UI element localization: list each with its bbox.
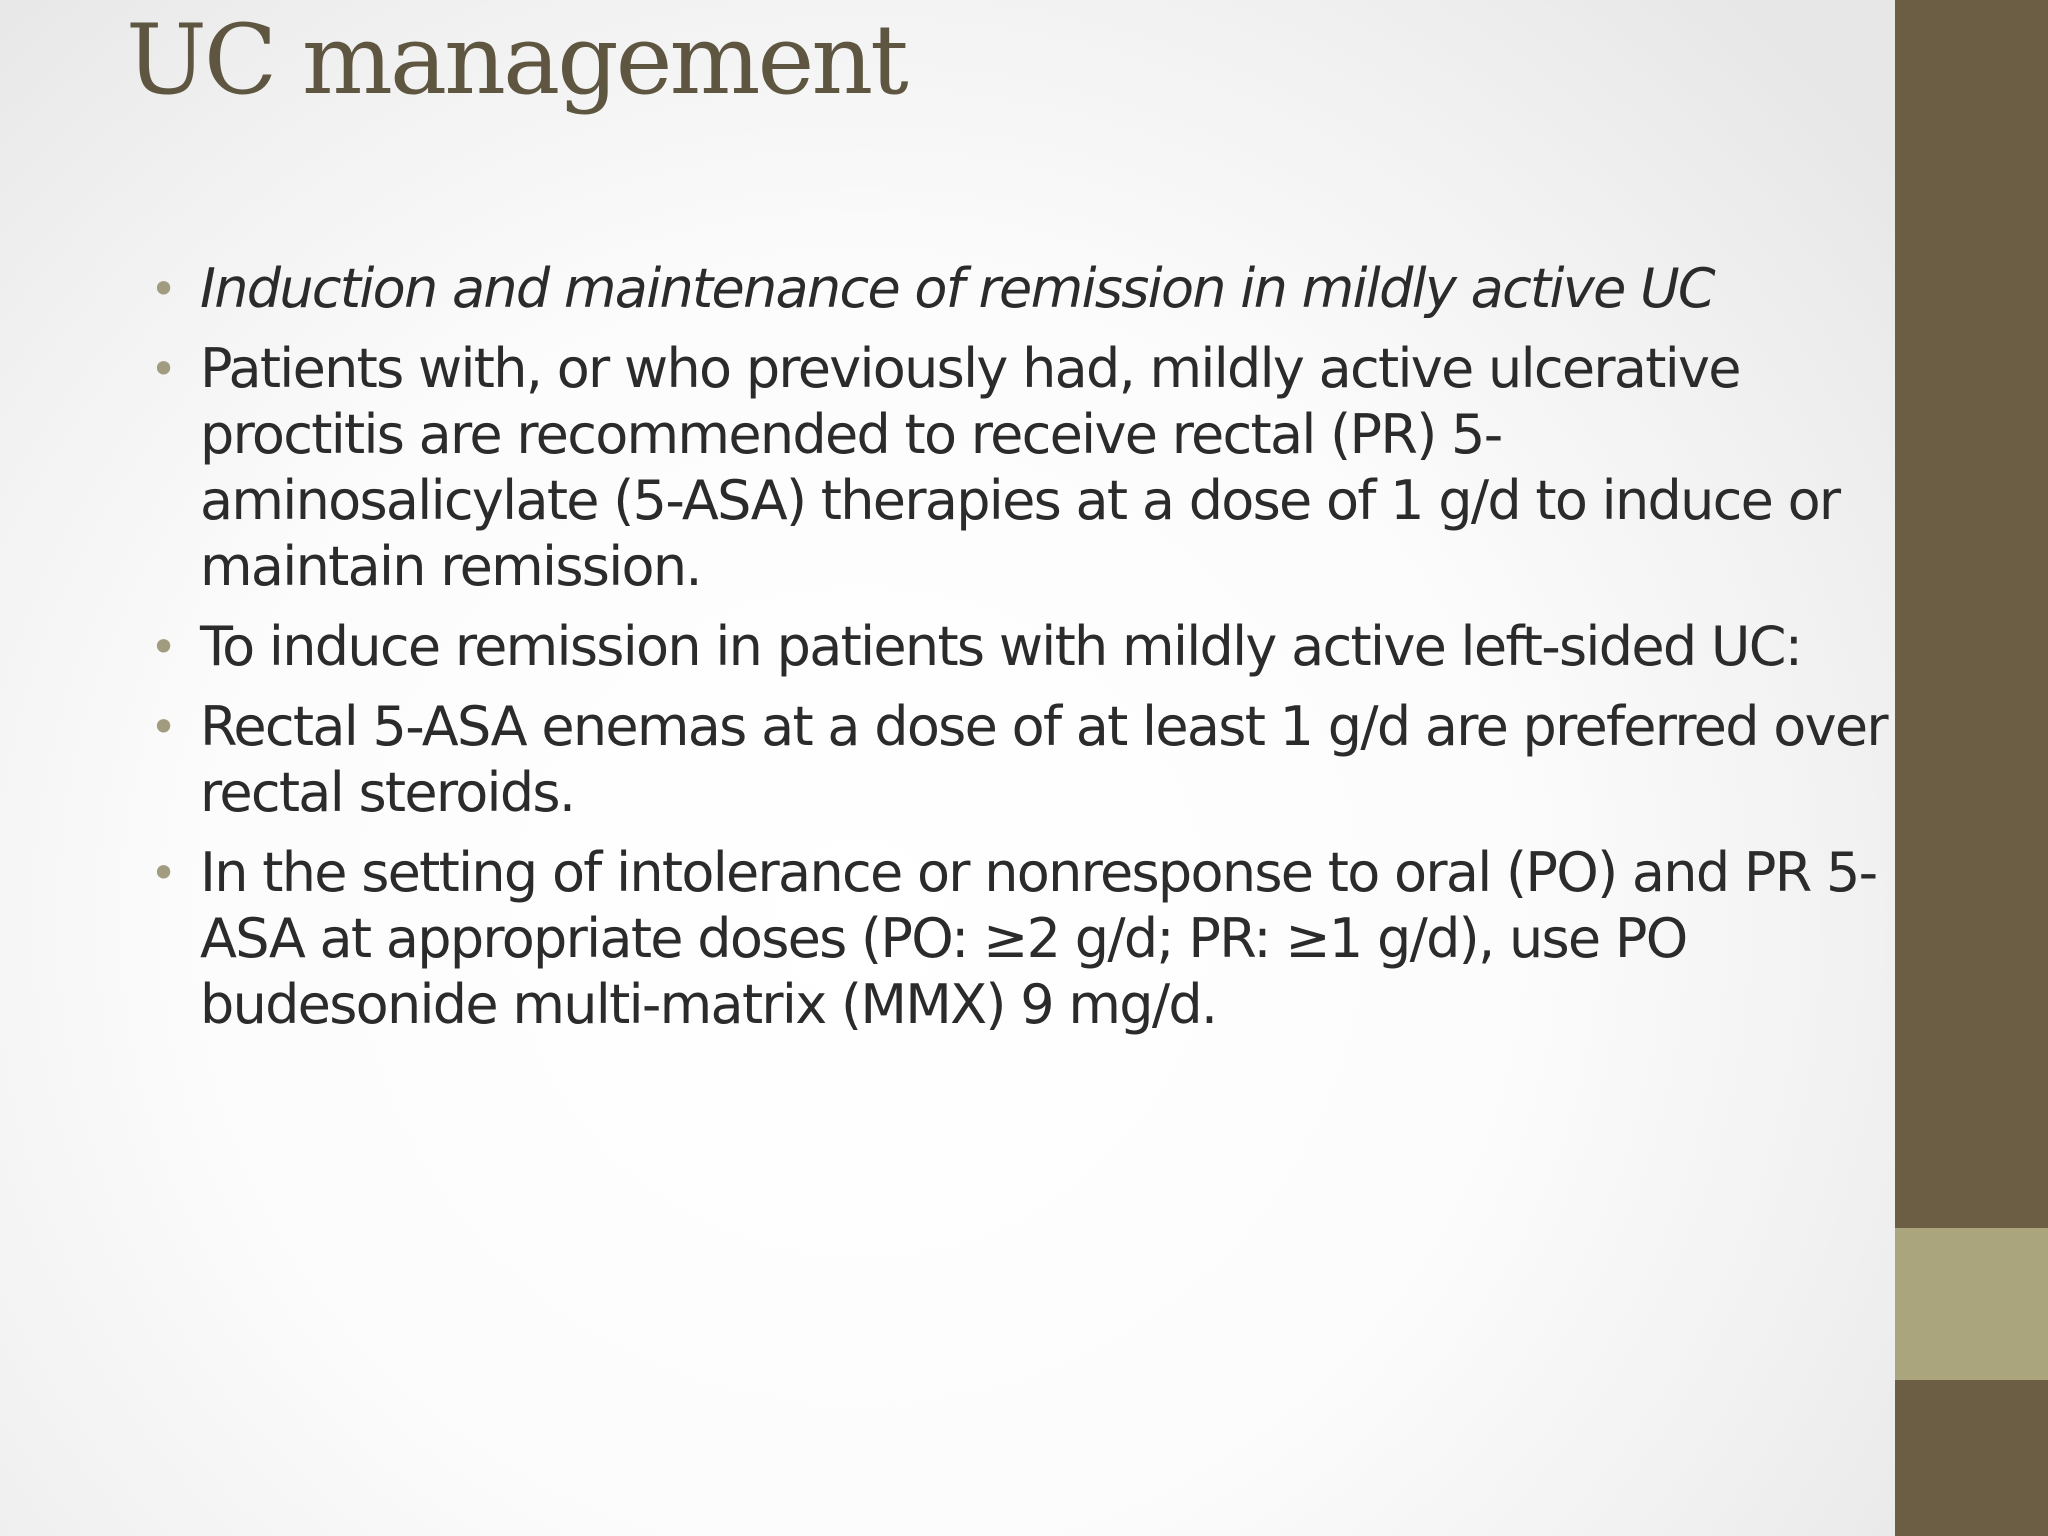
bullet-text: In the setting of intolerance or nonresponse to oral (PO) and PR 5-ASA at appropriate doses (PO: ≥2 g/d; PR: ≥1 g/d), use PO budesonide multi-matrix (MMX) 9 mg/d.	[200, 841, 1877, 1036]
decorative-side-accent	[1895, 1228, 2048, 1380]
bullet-text: Rectal 5-ASA enemas at a dose of at least 1 g/d are preferred over rectal steroids.	[200, 695, 1887, 824]
bullet-text: Induction and maintenance of remission in mildly active UC	[200, 257, 1714, 320]
bullet-item	[148, 336, 1898, 600]
bullet-dot-icon: •	[150, 620, 176, 674]
bullet-dot-icon: •	[150, 262, 176, 316]
bullet-dot-icon: •	[150, 342, 176, 396]
bullet-dot-icon: •	[150, 846, 176, 900]
bullet-item	[148, 256, 1898, 322]
bullet-item	[148, 840, 1898, 1038]
slide-title: UC management	[126, 4, 906, 116]
bullet-list	[148, 256, 1898, 1052]
bullet-text: Patients with, or who previously had, mildly active ulcerative proctitis are recommended to receive rectal (PR) 5-aminosalicylate (5-ASA) therapies at a dose of 1 g/d to induce or maintain remission.	[200, 337, 1840, 598]
bullet-dot-icon: •	[150, 700, 176, 754]
bullet-item	[148, 614, 1898, 680]
bullet-item	[148, 694, 1898, 826]
bullet-text: To induce remission in patients with mildly active left-sided UC:	[200, 615, 1802, 678]
